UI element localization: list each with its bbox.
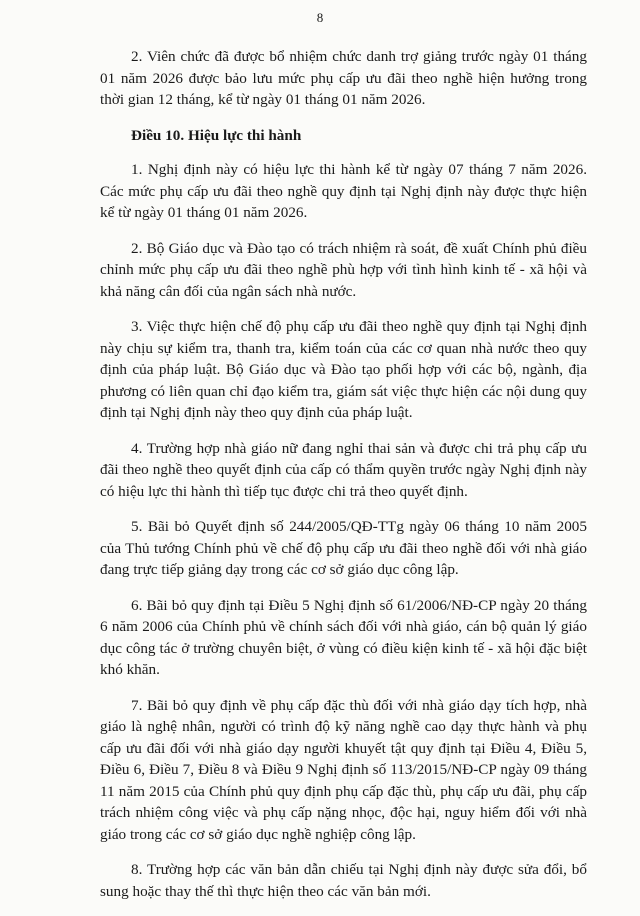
document-body <box>100 46 587 916</box>
clause-10-4: 4. Trường hợp nhà giáo nữ đang nghỉ thai sản và được chi trả phụ cấp ưu đãi theo nghề theo quyết định của cấp có thẩm quyền trước ngày Nghị định này có hiệu lực thi hành thì tiếp tục được chi trả theo quyết định. <box>100 439 587 500</box>
clause-10-3: 3. Việc thực hiện chế độ phụ cấp ưu đãi theo nghề quy định tại Nghị định này chịu sự kiểm tra, thanh tra, kiểm toán của các cơ quan nhà nước theo quy định của pháp luật. Bộ Giáo dục và Đào tạo phối hợp với các bộ, ngành, địa phương có liên quan chỉ đạo kiểm tra, giám sát việc thực hiện các nội dung quy định tại Nghị định này theo quy định của pháp luật. <box>100 318 587 421</box>
clause-10-5: 5. Bãi bỏ Quyết định số 244/2005/QĐ-TTg ngày 06 tháng 10 năm 2005 của Thủ tướng Chính phủ về chế độ phụ cấp ưu đãi theo nghề đối với nhà giáo đang trực tiếp giảng dạy trong các cơ sở giáo dục công lập. <box>100 518 587 578</box>
clause-10-1: 1. Nghị định này có hiệu lực thi hành kể từ ngày 07 tháng 7 năm 2026. Các mức phụ cấp ưu đãi theo nghề quy định tại Nghị định này được thực hiện kể từ ngày 01 tháng 01 năm 2026. <box>100 161 587 221</box>
page-number: 8 <box>316 10 324 25</box>
clause-9-2: 2. Viên chức đã được bổ nhiệm chức danh trợ giảng trước ngày 01 tháng 01 năm 2026 được bảo lưu mức phụ cấp ưu đãi theo nghề hiện hưởng trong thời gian 12 tháng, kể từ ngày 01 tháng 01 năm 2026. <box>100 48 587 108</box>
clause-10-6: 6. Bãi bỏ quy định tại Điều 5 Nghị định số 61/2006/NĐ-CP ngày 20 tháng 6 năm 2006 của Chính phủ về chính sách đối với nhà giáo, cán bộ quản lý giáo dục công tác ở trường chuyên biệt, ở vùng có điều kiện kinh tế - xã hội đặc biệt khó khăn. <box>100 596 587 678</box>
clause-10-7: 7. Bãi bỏ quy định về phụ cấp đặc thù đối với nhà giáo dạy tích hợp, nhà giáo là nghệ nhân, người có trình độ kỹ năng nghề cao dạy thực hành và phụ cấp ưu đãi đối với nhà giáo dạy người khuyết tật quy định tại Điều 4, Điều 5, Điều 6, Điều 7, Điều 8 và Điều 9 Nghị định số 113/2015/NĐ-CP ngày 09 tháng 11 năm 2015 của Chính phủ quy định phụ cấp đặc thù, phụ cấp ưu đãi, phụ cấp trách nhiệm công việc và phụ cấp nặng nhọc, độc hại, nguy hiểm đối với nhà giáo trong các cơ sở giáo dục nghề nghiệp công lập. <box>100 696 587 843</box>
article-10-heading: Điều 10. Hiệu lực thi hành <box>131 126 302 144</box>
clause-10-8: 8. Trường hợp các văn bản dẫn chiếu tại Nghị định này được sửa đổi, bổ sung hoặc thay thế thì thực hiện theo các văn bản mới. <box>100 861 587 900</box>
clause-10-2: 2. Bộ Giáo dục và Đào tạo có trách nhiệm rà soát, đề xuất Chính phủ điều chỉnh mức phụ cấp ưu đãi theo nghề phù hợp với tình hình kinh tế - xã hội và khả năng cân đối của ngân sách nhà nước. <box>100 239 587 300</box>
